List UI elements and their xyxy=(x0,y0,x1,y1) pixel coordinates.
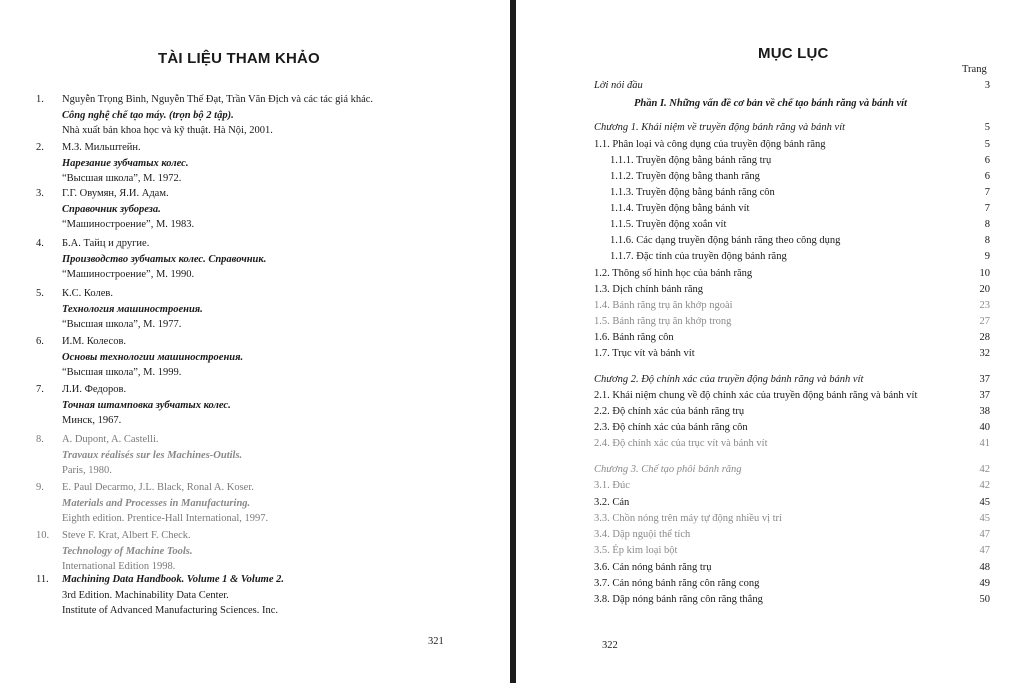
reference-line: Л.И. Федоров. xyxy=(62,384,127,395)
toc-entry xyxy=(516,98,1024,114)
toc-entry-page: 7 xyxy=(984,203,990,214)
toc-entry-label: 1.2. Thông số hình học của bánh răng xyxy=(594,268,753,279)
toc-entry xyxy=(516,203,1024,219)
reference-body xyxy=(62,528,462,575)
page-column-label: Trang xyxy=(962,64,987,75)
reference-body xyxy=(62,140,462,187)
toc-entry xyxy=(516,464,1024,480)
reference-line: International Edition 1998. xyxy=(62,561,176,572)
toc-entry-label: 1.1.1. Truyền động bằng bánh răng trụ xyxy=(610,155,772,166)
toc-entry-label: 1.6. Bánh răng côn xyxy=(594,332,674,343)
toc-entry xyxy=(516,316,1024,332)
reference-line: “Машиностроение”, М. 1990. xyxy=(62,269,195,280)
toc-entry-label: 3.8. Dập nóng bánh răng côn răng thẳng xyxy=(594,594,763,605)
toc-entry xyxy=(516,155,1024,171)
toc-entry-label: 1.4. Bánh răng trụ ăn khớp ngoài xyxy=(594,300,733,311)
toc-entry-label: 3.3. Chồn nóng trên máy tự động nhiều vị trí xyxy=(594,513,782,524)
reference-title: 3rd Edition. Machinability Data Center. xyxy=(62,589,229,601)
toc-entry-page: 28 xyxy=(979,332,990,343)
reference-title: Technology of Machine Tools. xyxy=(62,545,193,557)
reference-line: A. Dupont, A. Castelli. xyxy=(62,434,159,445)
reference-line: Nguyễn Trọng Bình, Nguyễn Thế Đạt, Trần Văn Địch và các tác giả khác. xyxy=(62,94,374,105)
toc-entry-page: 32 xyxy=(979,348,990,359)
toc-entry-page: 5 xyxy=(984,139,990,150)
toc-entry-page: 23 xyxy=(979,300,990,311)
toc-entry-page: 6 xyxy=(984,155,990,166)
toc-entry-page: 6 xyxy=(984,171,990,182)
contents-title: MỤC LỤC xyxy=(758,45,829,62)
reference-number: 2. xyxy=(36,142,44,153)
toc-entry-page: 7 xyxy=(984,187,990,198)
toc-entry xyxy=(516,545,1024,561)
reference-body xyxy=(62,92,462,139)
toc-entry xyxy=(516,497,1024,513)
toc-entry xyxy=(516,594,1024,610)
reference-number: 1. xyxy=(36,94,44,105)
toc-entry xyxy=(516,251,1024,267)
toc-entry-label: 3.4. Dập nguội thể tích xyxy=(594,529,691,540)
toc-entry-label: Chương 2. Độ chính xác của truyền động bánh răng và bánh vít xyxy=(594,374,864,385)
reference-body xyxy=(62,382,462,429)
reference-line: Paris, 1980. xyxy=(62,465,112,476)
reference-line: Institute of Advanced Manufacturing Sciences. Inc. xyxy=(62,605,279,616)
toc-entry-label: 1.1.4. Truyền động bằng bánh vít xyxy=(610,203,750,214)
toc-entry-page: 42 xyxy=(979,480,990,491)
toc-entry-label: 1.1. Phân loại và công dụng của truyền động bánh răng xyxy=(594,139,826,150)
reference-body xyxy=(62,572,462,619)
reference-line: “Высшая школа”, М. 1999. xyxy=(62,367,182,378)
toc-entry xyxy=(516,513,1024,529)
toc-entry xyxy=(516,80,1024,96)
reference-line: Г.Г. Овумян, Я.И. Адам. xyxy=(62,188,169,199)
toc-entry-page: 37 xyxy=(979,390,990,401)
reference-number: 4. xyxy=(36,238,44,249)
toc-entry-page: 45 xyxy=(979,497,990,508)
toc-entry-label: 1.7. Trục vít và bánh vít xyxy=(594,348,695,359)
toc-entry-page: 10 xyxy=(979,268,990,279)
reference-title: Công nghệ chế tạo máy. (trọn bộ 2 tập). xyxy=(62,109,234,121)
toc-entry-page: 9 xyxy=(984,251,990,262)
left-page xyxy=(0,0,510,683)
toc-entry xyxy=(516,219,1024,235)
toc-entry-label: 3.7. Cán nóng bánh răng côn răng cong xyxy=(594,578,760,589)
toc-entry-page: 20 xyxy=(979,284,990,295)
reference-number: 7. xyxy=(36,384,44,395)
reference-line: “Высшая школа”, М. 1972. xyxy=(62,173,182,184)
toc-entry xyxy=(516,562,1024,578)
reference-line: E. Paul Decarmo, J.L. Black, Ronal A. Koser. xyxy=(62,482,254,493)
toc-entry xyxy=(516,529,1024,545)
toc-entry-label: Lời nói đầu xyxy=(594,80,643,91)
toc-entry xyxy=(516,422,1024,438)
reference-number: 9. xyxy=(36,482,44,493)
toc-entry-label: 2.1. Khái niệm chung về độ chính xác của truyền động bánh răng và bánh vít xyxy=(594,390,918,401)
reference-line: Eighth edition. Prentice-Hall International, 1997. xyxy=(62,513,269,524)
toc-entry-label: 1.3. Dịch chỉnh bánh răng xyxy=(594,284,704,295)
reference-line: Б.А. Тайц и другие. xyxy=(62,238,150,249)
reference-line: “Машиностроение”, М. 1983. xyxy=(62,219,195,230)
toc-entry-label: 2.4. Độ chính xác của trục vít và bánh vít xyxy=(594,438,768,449)
reference-line: Machining Data Handbook. Volume 1 & Volume 2. xyxy=(62,574,284,585)
reference-title: Технология машиностроения. xyxy=(62,303,203,315)
reference-number: 5. xyxy=(36,288,44,299)
toc-entry-page: 8 xyxy=(984,235,990,246)
toc-entry-label: Chương 3. Chế tạo phôi bánh răng xyxy=(594,464,742,475)
toc-entry xyxy=(516,348,1024,364)
toc-entry-page: 45 xyxy=(979,513,990,524)
toc-entry-label: 1.5. Bánh răng trụ ăn khớp trong xyxy=(594,316,732,327)
reference-title: Travaux réalisés sur les Machines-Outils. xyxy=(62,449,243,461)
right-page-number: 322 xyxy=(602,640,618,651)
toc-entry-page: 49 xyxy=(979,578,990,589)
reference-title: Основы технологии машиностроения. xyxy=(62,351,244,363)
toc-entry-label: 2.2. Độ chính xác của bánh răng trụ xyxy=(594,406,745,417)
reference-title: Производство зубчатых колес. Справочник. xyxy=(62,253,267,265)
toc-entry-page: 47 xyxy=(979,529,990,540)
toc-entry-page: 38 xyxy=(979,406,990,417)
toc-entry xyxy=(516,139,1024,155)
toc-entry-label: 1.1.2. Truyền động bằng thanh răng xyxy=(610,171,760,182)
reference-body xyxy=(62,236,462,283)
toc-entry-page: 42 xyxy=(979,464,990,475)
references-title: TÀI LIỆU THAM KHẢO xyxy=(158,50,320,67)
toc-entry-page: 40 xyxy=(979,422,990,433)
toc-entry-page: 27 xyxy=(979,316,990,327)
toc-entry-page: 8 xyxy=(984,219,990,230)
reference-number: 11. xyxy=(36,574,49,585)
toc-entry-page: 5 xyxy=(984,122,990,133)
toc-entry xyxy=(516,374,1024,390)
reference-line: Минск, 1967. xyxy=(62,415,122,426)
toc-entry xyxy=(516,438,1024,454)
right-page xyxy=(516,0,1024,683)
reference-title: Materials and Processes in Manufacturing. xyxy=(62,497,251,509)
reference-body xyxy=(62,286,462,333)
toc-entry xyxy=(516,284,1024,300)
toc-entry xyxy=(516,332,1024,348)
reference-body xyxy=(62,334,462,381)
toc-entry xyxy=(516,390,1024,406)
reference-body xyxy=(62,186,462,233)
toc-entry-label: 1.1.5. Truyền động xoắn vít xyxy=(610,219,727,230)
toc-entry xyxy=(516,171,1024,187)
toc-entry-label: 3.1. Đúc xyxy=(594,480,630,491)
toc-entry xyxy=(516,300,1024,316)
reference-number: 10. xyxy=(36,530,50,541)
toc-entry xyxy=(516,480,1024,496)
reference-title: Нарезание зубчатых колес. xyxy=(62,157,189,169)
reference-line: И.М. Колесов. xyxy=(62,336,127,347)
reference-line: Steve F. Krat, Albert F. Check. xyxy=(62,530,191,541)
toc-entry-page: 47 xyxy=(979,545,990,556)
reference-number: 3. xyxy=(36,188,44,199)
toc-entry xyxy=(516,578,1024,594)
toc-entry-label: 2.3. Độ chính xác của bánh răng côn xyxy=(594,422,748,433)
reference-line: Nhà xuất bản khoa học và kỹ thuật. Hà Nội, 2001. xyxy=(62,125,273,136)
toc-entry-page: 48 xyxy=(979,562,990,573)
toc-entry-page: 50 xyxy=(979,594,990,605)
reference-line: “Высшая школа”, М. 1977. xyxy=(62,319,182,330)
reference-body xyxy=(62,480,462,527)
reference-title: Справочник зубореза. xyxy=(62,203,161,215)
toc-entry-label: 1.1.6. Các dạng truyền động bánh răng theo công dụng xyxy=(610,235,841,246)
toc-entry-page: 37 xyxy=(979,374,990,385)
toc-entry xyxy=(516,122,1024,138)
reference-title: Точная штамповка зубчатых колес. xyxy=(62,399,231,411)
left-page-number: 321 xyxy=(428,636,444,647)
reference-number: 6. xyxy=(36,336,44,347)
toc-entry-label: 3.5. Ép kim loại bột xyxy=(594,545,678,556)
toc-entry xyxy=(516,268,1024,284)
toc-entry-label: 3.6. Cán nóng bánh răng trụ xyxy=(594,562,712,573)
toc-entry xyxy=(516,406,1024,422)
reference-number: 8. xyxy=(36,434,44,445)
reference-line: К.С. Колев. xyxy=(62,288,113,299)
toc-entry xyxy=(516,235,1024,251)
toc-entry-label: 3.2. Cán xyxy=(594,497,630,508)
toc-entry-label: Chương 1. Khái niệm về truyền động bánh răng và bánh vít xyxy=(594,122,846,133)
toc-entry-label: 1.1.7. Đặc tính của truyền động bánh răng xyxy=(610,251,787,262)
toc-entry xyxy=(516,187,1024,203)
toc-entry-label: 1.1.3. Truyền động bằng bánh răng côn xyxy=(610,187,775,198)
toc-entry-page: 41 xyxy=(979,438,990,449)
reference-line: М.З. Мильштейн. xyxy=(62,142,141,153)
toc-entry-page: 3 xyxy=(984,80,990,91)
toc-entry-label: Phần I. Những vấn đề cơ bản về chế tạo bánh răng và bánh vít xyxy=(634,98,907,109)
reference-body xyxy=(62,432,462,479)
